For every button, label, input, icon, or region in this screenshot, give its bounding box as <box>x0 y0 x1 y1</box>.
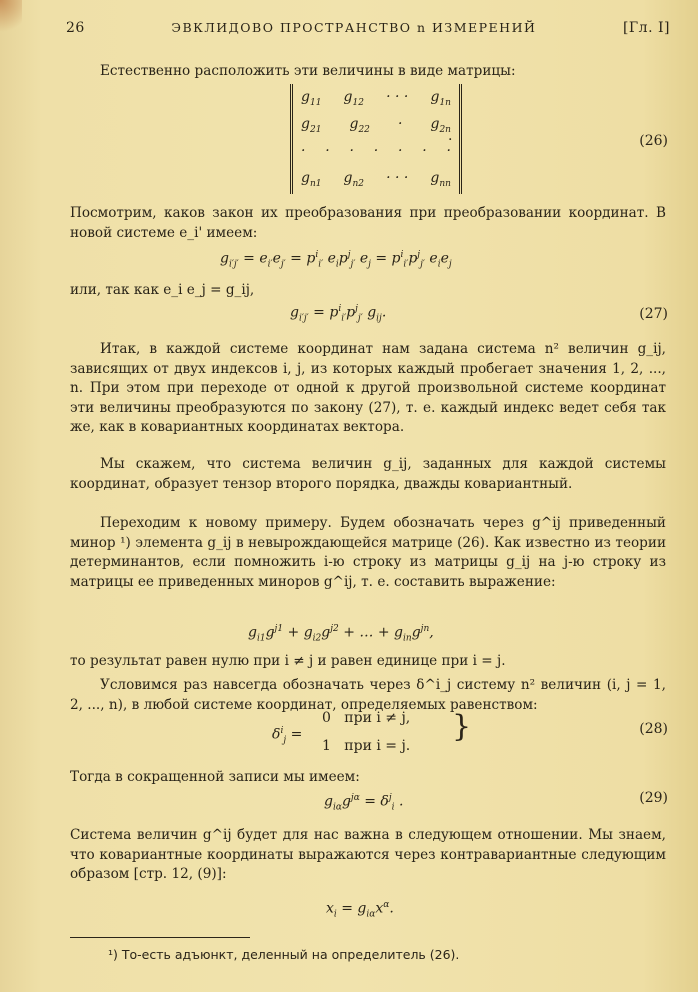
paragraph-7: то результат равен нулю при i ≠ j и равен единице при i = j. <box>70 653 506 669</box>
footnote: ¹) То-есть адъюнкт, деленный на определитель (26). <box>108 947 460 962</box>
paragraph-8: Условимся раз навсегда обозначать через δ^i_j систему n² величин (i, j = 1, 2, ..., n), в любой системе координат, определяемых равенством: <box>70 677 666 713</box>
paragraph-1: Естественно расположить эти величины в виде матрицы: <box>100 63 516 79</box>
page-number: 26 <box>66 20 85 36</box>
footnote-rule <box>70 937 250 938</box>
paragraph-5: Мы скажем, что система величин g_ij, заданных для каждой системы координат, образует тензор второго порядка, дважды ковариантный. <box>70 456 666 492</box>
equation-number-28: (28) <box>639 721 668 737</box>
equation-28-case-1: 0 при i ≠ j, <box>322 710 411 726</box>
matrix-row: $g_{n1}$ $g_{n2}$ · · · $g_{nn}$ <box>301 170 451 189</box>
paragraph-6: Переходим к новому примеру. Будем обозначать через g^ij приведенный минор ¹) элемента g_ij в невырождающейся матрице (26). Как известно из теории детерминантов, если помножить i-ю строку из матрицы g_ij на j-ю строку из матрицы ее приведенных миноров g^ij, т. е. составить выражение: <box>70 515 666 590</box>
equation-28-case-2: 1 при i = j. <box>322 738 411 754</box>
matrix-row: $g_{11}$ $g_{12}$ · · · $g_{1n}$ <box>301 89 451 108</box>
page-corner-stain <box>0 0 22 40</box>
paragraph-10: Система величин g^ij будет для нас важна в следующем отношении. Мы знаем, что ковариантные координаты выражаются через контравариантные следующим образом [стр. 12, (9)]: <box>70 827 666 883</box>
running-title: ЭВКЛИДОВО ПРОСТРАНСТВО n ИЗМЕРЕНИЙ <box>171 20 537 35</box>
right-brace-icon: } <box>452 709 472 744</box>
equation-number-29: (29) <box>639 790 668 806</box>
paragraph-3: или, так как e_i e_j = g_ij, <box>70 282 255 298</box>
equation-27: $g_{i'j'} = p^i_{i'}p^j_{j'}$ $g_{ij}$. <box>290 304 387 324</box>
running-header <box>66 20 670 36</box>
paragraph-4: Итак, в каждой системе координат нам задана система n² величин g_ij, зависящих от двух индексов i, j, из которых каждый пробегает значения 1, 2, ..., n. При этом при переходе от одной к другой произвольной системе координат эти величины преобразуются по закону (27), т. е. каждый индекс ведет себя так же, как в ковариантных координатах вектора. <box>70 341 666 436</box>
book-page: 26 ЭВКЛИДОВО ПРОСТРАНСТВО n ИЗМЕРЕНИЙ [Гл. I] Естественно расположить эти величины в виде матрицы: $g_{11}$ $g_{12}$ · · · $g_{1n}$ $g_{21}$ $g_{22}$ · $g_{2n}$ · · · · · · · $g_{n1}$ $g_{n2}$ · · · $g_{nn}$ . (26) Посмотрим, каков закон их преобразования при преобразовании координат. В новой системе e_i' имеем: $g_{i'j'} = e_{i'}e_{j'} = p^i_{i'}$ $e_ip^j_{j'}$ $e_j = p^i_{i'}p^j_{j'}$ $e_ie_j$ или, так как e_i e_j = g_ij, $g_{i'j'} = p^i_{i'}p^j_{j'}$ $g_{ij}$. (27) Итак, в каждой системе координат нам задана система n² величин g_ij, зависящих от двух индексов i, j, из которых каждый пробегает значения 1, 2, ..., n. При этом при переходе от одной к другой произвольной системе координат эти величины преобразуются по закону (27), т. е. каждый индекс ведет себя так же, как в ковариантных координатах вектора. Мы скажем, что система величин g_ij, заданных для каждой системы координат, образует тензор второго порядка, дважды ковариантный. Переходим к новому примеру. Будем обозначать через g^ij приведенный минор ¹) элемента g_ij в невырождающейся матрице (26). Как известно из теории детерминантов, если помножить i-ю строку из матрицы g_ij на j-ю строку из матрицы ее приведенных миноров g^ij, т. е. составить выражение: $g_{i1}g^{j1} + g_{i2}g^{j2}$ + … + $g_{in}g^{jn}$, то результат равен нулю при i ≠ j и равен единице при i = j. Условимся раз навсегда обозначать через δ^i_j систему n² величин (i, j = 1, 2, ..., n), в любой системе координат, определяемых равенством: $\delta^i_j$ = 0 при i ≠ j, 1 при i = j. } (28) Тогда в сокращенной записи мы имеем: $g_{i\alpha}g^{j\alpha} = \delta^j_i$ . (29) Система величин g^ij будет для нас важна в следующем отношении. Мы знаем, что ковариантные координаты выражаются через контравариантные следующим образом [стр. 12, (9)]: $x_i = g_{i\alpha}x^\alpha$. ¹) То-есть адъюнкт, деленный на определитель (26). <box>0 0 698 992</box>
matrix-26 <box>290 84 462 194</box>
paragraph-2: Посмотрим, каков закон их преобразования при преобразовании координат. В новой системе e_i' имеем: <box>70 205 666 241</box>
equation-transform: $g_{i'j'} = e_{i'}e_{j'} = p^i_{i'}$ $e_ip^j_{j'}$ $e_j = p^i_{i'}p^j_{j'}$ $e_ie_j$ <box>220 250 452 270</box>
matrix-row: · · · · · · · <box>301 143 451 159</box>
equation-number-26: (26) <box>639 133 668 149</box>
equation-28-lhs: $\delta^i_j$ = <box>272 726 303 746</box>
equation-sum: $g_{i1}g^{j1} + g_{i2}g^{j2}$ + … + $g_{in}g^{jn}$, <box>248 624 434 644</box>
equation-number-27: (27) <box>639 306 668 322</box>
paragraph-9: Тогда в сокращенной записи мы имеем: <box>70 769 360 785</box>
equation-last: $x_i = g_{i\alpha}x^\alpha$. <box>326 900 394 920</box>
chapter-label: [Гл. I] <box>622 20 670 36</box>
equation-29: $g_{i\alpha}g^{j\alpha} = \delta^j_i$ . <box>324 793 404 813</box>
matrix-row: $g_{21}$ $g_{22}$ · $g_{2n}$ <box>301 116 451 135</box>
